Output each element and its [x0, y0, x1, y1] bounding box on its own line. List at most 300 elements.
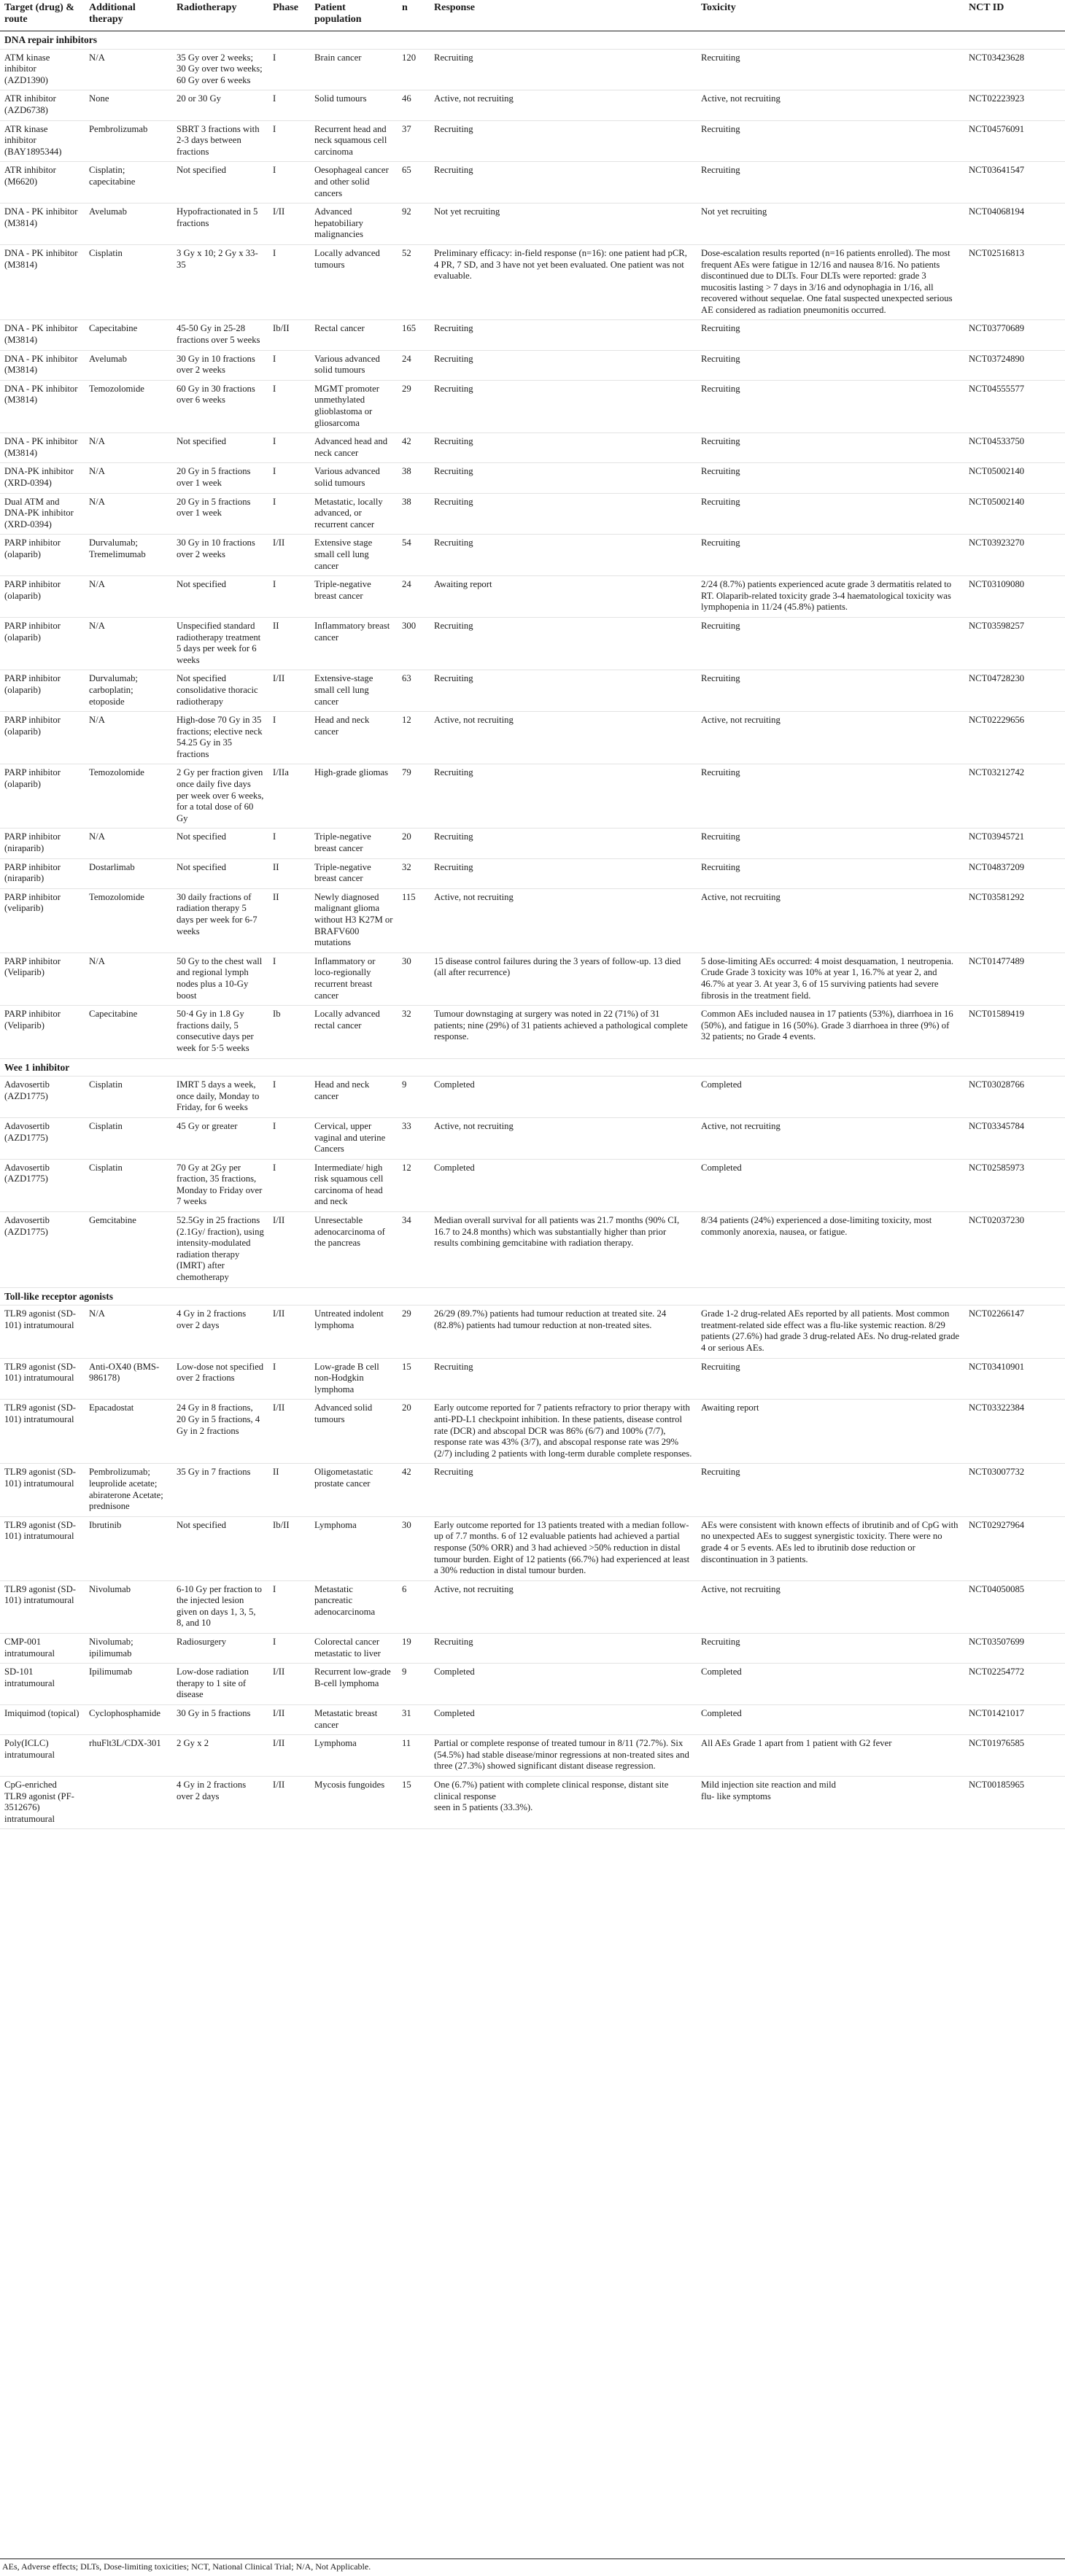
- table-row: [0, 49, 1065, 90]
- cell-target: PARP inhibitor (Veliparib): [0, 1006, 85, 1058]
- cell-patient-population: Cervical, upper vaginal and uterine Cancers: [310, 1117, 398, 1159]
- table-row: [0, 953, 1065, 1005]
- cell-target: DNA - PK inhibitor (M3814): [0, 244, 85, 320]
- cell-toxicity: Common AEs included nausea in 17 patients (53%), diarrhoea in 16 (50%), and fatigue in 16 (50%). Grade 3 diarrhoea in three (9%) of 32 patients; no Grade 4 events.: [697, 1006, 964, 1058]
- section-header-row: [0, 1287, 1065, 1306]
- cell-phase: I/IIa: [268, 764, 310, 829]
- cell-nct-id: NCT01477489: [964, 953, 1065, 1005]
- cell-n: 38: [398, 493, 430, 535]
- cell-radiotherapy: 2 Gy x 2: [172, 1735, 268, 1777]
- cell-toxicity: Recruiting: [697, 120, 964, 162]
- cell-phase: I/II: [268, 1777, 310, 1829]
- cell-radiotherapy: 20 Gy in 5 fractions over 1 week: [172, 493, 268, 535]
- cell-toxicity: Recruiting: [697, 1358, 964, 1400]
- cell-radiotherapy: 2 Gy per fraction given once daily five days per week over 6 weeks, for a total dose of 60 Gy: [172, 764, 268, 829]
- cell-n: 165: [398, 320, 430, 350]
- cell-n: 24: [398, 350, 430, 380]
- cell-additional-therapy: Ipilimumab: [85, 1664, 172, 1705]
- cell-additional-therapy: Avelumab: [85, 350, 172, 380]
- cell-additional-therapy: N/A: [85, 576, 172, 618]
- cell-additional-therapy: Ibrutinib: [85, 1516, 172, 1580]
- cell-n: 52: [398, 244, 430, 320]
- cell-patient-population: Colorectal cancer metastatic to liver: [310, 1634, 398, 1664]
- cell-response: Active, not recruiting: [430, 90, 697, 120]
- cell-nct-id: NCT03007732: [964, 1464, 1065, 1516]
- cell-n: 33: [398, 1117, 430, 1159]
- cell-nct-id: NCT04728230: [964, 670, 1065, 712]
- cell-target: SD-101 intratumoural: [0, 1664, 85, 1705]
- cell-toxicity: Active, not recruiting: [697, 1117, 964, 1159]
- cell-response: Awaiting report: [430, 576, 697, 618]
- cell-radiotherapy: Not specified consolidative thoracic radiotherapy: [172, 670, 268, 712]
- table-row: [0, 1464, 1065, 1516]
- table-row: [0, 1735, 1065, 1777]
- cell-phase: I: [268, 49, 310, 90]
- cell-additional-therapy: N/A: [85, 829, 172, 858]
- cell-patient-population: Advanced hepatobiliary malignancies: [310, 203, 398, 245]
- cell-n: 32: [398, 1006, 430, 1058]
- cell-n: 46: [398, 90, 430, 120]
- cell-additional-therapy: N/A: [85, 953, 172, 1005]
- cell-target: DNA - PK inhibitor (M3814): [0, 320, 85, 350]
- cell-patient-population: Extensive-stage small cell lung cancer: [310, 670, 398, 712]
- cell-radiotherapy: High-dose 70 Gy in 35 fractions; elective neck 54.25 Gy in 35 fractions: [172, 712, 268, 764]
- cell-toxicity: Awaiting report: [697, 1400, 964, 1464]
- cell-response: Active, not recruiting: [430, 1117, 697, 1159]
- cell-response: Recruiting: [430, 433, 697, 463]
- cell-target: Adavosertib (AZD1775): [0, 1159, 85, 1211]
- cell-phase: I: [268, 493, 310, 535]
- cell-nct-id: NCT02927964: [964, 1516, 1065, 1580]
- cell-patient-population: Triple-negative breast cancer: [310, 576, 398, 618]
- cell-response: Completed: [430, 1664, 697, 1705]
- table-row: [0, 858, 1065, 888]
- cell-nct-id: NCT02516813: [964, 244, 1065, 320]
- cell-additional-therapy: None: [85, 90, 172, 120]
- cell-response: Recruiting: [430, 320, 697, 350]
- cell-toxicity: Mild injection site reaction and mild flu- like symptoms: [697, 1777, 964, 1829]
- cell-n: 42: [398, 433, 430, 463]
- section-title: Toll-like receptor agonists: [0, 1287, 1065, 1306]
- cell-radiotherapy: 4 Gy in 2 fractions over 2 days: [172, 1777, 268, 1829]
- cell-response: Completed: [430, 1159, 697, 1211]
- cell-n: 6: [398, 1580, 430, 1633]
- cell-nct-id: NCT04050085: [964, 1580, 1065, 1633]
- cell-radiotherapy: Not specified: [172, 162, 268, 203]
- table-row: [0, 1212, 1065, 1288]
- cell-patient-population: Various advanced solid tumours: [310, 463, 398, 493]
- cell-patient-population: Untreated indolent lymphoma: [310, 1306, 398, 1358]
- table-row: [0, 617, 1065, 670]
- cell-additional-therapy: N/A: [85, 49, 172, 90]
- cell-n: 9: [398, 1076, 430, 1118]
- cell-nct-id: NCT03109080: [964, 576, 1065, 618]
- cell-radiotherapy: 35 Gy in 7 fractions: [172, 1464, 268, 1516]
- cell-target: TLR9 agonist (SD-101) intratumoural: [0, 1358, 85, 1400]
- table-footnote: AEs, Adverse effects; DLTs, Dose-limiting toxicities; NCT, National Clinical Trial; N/A, Not Applicable.: [0, 2558, 1065, 2574]
- section-header-row: [0, 1058, 1065, 1076]
- cell-response: Median overall survival for all patients was 21.7 months (90% CI, 16.7 to 24.8 months) which was substantially higher than prior results combining gemcitabine with radiation therapy.: [430, 1212, 697, 1288]
- cell-n: 54: [398, 535, 430, 576]
- cell-phase: I: [268, 433, 310, 463]
- cell-n: 65: [398, 162, 430, 203]
- cell-n: 30: [398, 1516, 430, 1580]
- cell-patient-population: Advanced head and neck cancer: [310, 433, 398, 463]
- cell-patient-population: Oesophageal cancer and other solid cancers: [310, 162, 398, 203]
- cell-patient-population: MGMT promoter unmethylated glioblastoma or gliosarcoma: [310, 380, 398, 432]
- cell-radiotherapy: 50 Gy to the chest wall and regional lymph nodes plus a 10-Gy boost: [172, 953, 268, 1005]
- cell-target: Poly(ICLC) intratumoural: [0, 1735, 85, 1777]
- section-header-row: [0, 31, 1065, 50]
- cell-patient-population: Locally advanced tumours: [310, 244, 398, 320]
- cell-target: PARP inhibitor (olaparib): [0, 576, 85, 618]
- table-row: [0, 888, 1065, 953]
- cell-nct-id: NCT03028766: [964, 1076, 1065, 1118]
- cell-toxicity: Recruiting: [697, 617, 964, 670]
- cell-response: Early outcome reported for 13 patients treated with a median follow-up of 7.7 months. 6 of 12 evaluable patients had achieved a partial response (50% ORR) and 3 had achieved >50% reduction in distal tumour burden. Eight of 12 patients (66.7%) had experienced at least a 30% reduction in distal tumour burden.: [430, 1516, 697, 1580]
- cell-response: Active, not recruiting: [430, 1580, 697, 1633]
- cell-radiotherapy: 4 Gy in 2 fractions over 2 days: [172, 1306, 268, 1358]
- cell-additional-therapy: Cisplatin; capecitabine: [85, 162, 172, 203]
- cell-additional-therapy: Nivolumab: [85, 1580, 172, 1633]
- cell-patient-population: Lymphoma: [310, 1735, 398, 1777]
- table-row: [0, 433, 1065, 463]
- cell-phase: II: [268, 617, 310, 670]
- cell-toxicity: Recruiting: [697, 463, 964, 493]
- cell-target: TLR9 agonist (SD-101) intratumoural: [0, 1306, 85, 1358]
- cell-target: DNA - PK inhibitor (M3814): [0, 433, 85, 463]
- cell-target: PARP inhibitor (olaparib): [0, 617, 85, 670]
- cell-additional-therapy: N/A: [85, 1306, 172, 1358]
- cell-radiotherapy: Low-dose not specified over 2 fractions: [172, 1358, 268, 1400]
- cell-nct-id: NCT00185965: [964, 1777, 1065, 1829]
- cell-n: 29: [398, 1306, 430, 1358]
- cell-additional-therapy: rhuFlt3L/CDX-301: [85, 1735, 172, 1777]
- table-row: [0, 1580, 1065, 1633]
- cell-nct-id: NCT02223923: [964, 90, 1065, 120]
- cell-phase: I/II: [268, 1400, 310, 1464]
- cell-radiotherapy: SBRT 3 fractions with 2-3 days between fractions: [172, 120, 268, 162]
- cell-toxicity: Grade 1-2 drug-related AEs reported by all patients. Most common treatment-related side effect was a flu-like systemic reaction. 8/29 patients (27.6%) had grade 3 drug-related AEs. No drug-related grade 4 or serious AEs.: [697, 1306, 964, 1358]
- cell-target: Dual ATM and DNA-PK inhibitor (XRD-0394): [0, 493, 85, 535]
- cell-radiotherapy: 52.5Gy in 25 fractions (2.1Gy/ fraction), using intensity-modulated radiation therapy (IMRT) after chemotherapy: [172, 1212, 268, 1288]
- section-title: DNA repair inhibitors: [0, 31, 1065, 50]
- cell-nct-id: NCT03641547: [964, 162, 1065, 203]
- cell-target: DNA-PK inhibitor (XRD-0394): [0, 463, 85, 493]
- cell-target: PARP inhibitor (veliparib): [0, 888, 85, 953]
- cell-additional-therapy: Dostarlimab: [85, 858, 172, 888]
- header-target: Target (drug) & route: [0, 0, 85, 31]
- cell-nct-id: NCT03345784: [964, 1117, 1065, 1159]
- cell-additional-therapy: Capecitabine: [85, 1006, 172, 1058]
- header-nct-id: NCT ID: [964, 0, 1065, 31]
- cell-phase: II: [268, 1464, 310, 1516]
- cell-additional-therapy: Pembrolizumab; leuprolide acetate; abiraterone Acetate; prednisone: [85, 1464, 172, 1516]
- cell-patient-population: Metastatic pancreatic adenocarcinoma: [310, 1580, 398, 1633]
- cell-radiotherapy: 30 Gy in 10 fractions over 2 weeks: [172, 350, 268, 380]
- table-row: [0, 1634, 1065, 1664]
- cell-radiotherapy: Not specified: [172, 433, 268, 463]
- cell-additional-therapy: Temozolomide: [85, 764, 172, 829]
- cell-additional-therapy: Gemcitabine: [85, 1212, 172, 1288]
- cell-response: Recruiting: [430, 829, 697, 858]
- cell-target: PARP inhibitor (olaparib): [0, 712, 85, 764]
- cell-phase: I/II: [268, 1664, 310, 1705]
- cell-response: One (6.7%) patient with complete clinical response, distant site clinical response seen in 5 patients (33.3%).: [430, 1777, 697, 1829]
- cell-response: Recruiting: [430, 764, 697, 829]
- cell-patient-population: Solid tumours: [310, 90, 398, 120]
- cell-additional-therapy: N/A: [85, 433, 172, 463]
- cell-response: Recruiting: [430, 120, 697, 162]
- cell-n: 9: [398, 1664, 430, 1705]
- cell-additional-therapy: Durvalumab; carboplatin; etoposide: [85, 670, 172, 712]
- cell-target: Adavosertib (AZD1775): [0, 1117, 85, 1159]
- cell-toxicity: AEs were consistent with known effects of ibrutinib and of CpG with no unexpected AEs to suggest synergistic toxicity. There were no grade 4 or 5 events. AEs led to ibrutinib dose reduction or discontinuation in 3 patients.: [697, 1516, 964, 1580]
- cell-additional-therapy: Epacadostat: [85, 1400, 172, 1464]
- cell-patient-population: Various advanced solid tumours: [310, 350, 398, 380]
- table-row: [0, 535, 1065, 576]
- cell-additional-therapy: Capecitabine: [85, 320, 172, 350]
- cell-patient-population: Unresectable adenocarcinoma of the pancreas: [310, 1212, 398, 1288]
- cell-phase: I: [268, 1159, 310, 1211]
- cell-toxicity: Recruiting: [697, 350, 964, 380]
- cell-phase: Ib: [268, 1006, 310, 1058]
- table-row: [0, 576, 1065, 618]
- cell-additional-therapy: Cisplatin: [85, 1076, 172, 1118]
- cell-radiotherapy: Not specified: [172, 858, 268, 888]
- cell-toxicity: Recruiting: [697, 49, 964, 90]
- cell-toxicity: Recruiting: [697, 764, 964, 829]
- cell-nct-id: NCT03724890: [964, 350, 1065, 380]
- cell-nct-id: NCT05002140: [964, 493, 1065, 535]
- cell-additional-therapy: Anti-OX40 (BMS-986178): [85, 1358, 172, 1400]
- cell-n: 37: [398, 120, 430, 162]
- cell-patient-population: Inflammatory breast cancer: [310, 617, 398, 670]
- cell-nct-id: NCT02266147: [964, 1306, 1065, 1358]
- cell-n: 31: [398, 1705, 430, 1735]
- cell-n: 19: [398, 1634, 430, 1664]
- cell-n: 12: [398, 1159, 430, 1211]
- cell-n: 12: [398, 712, 430, 764]
- cell-additional-therapy: Cisplatin: [85, 244, 172, 320]
- cell-patient-population: Head and neck cancer: [310, 712, 398, 764]
- cell-radiotherapy: Hypofractionated in 5 fractions: [172, 203, 268, 245]
- cell-phase: I: [268, 1117, 310, 1159]
- cell-response: Early outcome reported for 7 patients refractory to prior therapy with anti-PD-L1 checkpoint inhibition. In these patients, disease control rate (DCR) and abscopal DCR was 86% (6/7) and 100% (7/7), response rate was 43% (3/7), and abscopal response rate was 29% (2/7) including 2 patients with long-term durable complete responses.: [430, 1400, 697, 1464]
- cell-toxicity: 8/34 patients (24%) experienced a dose-limiting toxicity, most commonly anorexia, nausea, or fatigue.: [697, 1212, 964, 1288]
- cell-radiotherapy: 35 Gy over 2 weeks; 30 Gy over two weeks; 60 Gy over 6 weeks: [172, 49, 268, 90]
- cell-patient-population: Metastatic, locally advanced, or recurrent cancer: [310, 493, 398, 535]
- cell-response: Recruiting: [430, 1358, 697, 1400]
- cell-target: ATR inhibitor (AZD6738): [0, 90, 85, 120]
- table-row: [0, 350, 1065, 380]
- cell-patient-population: Oligometastatic prostate cancer: [310, 1464, 398, 1516]
- cell-phase: I: [268, 162, 310, 203]
- cell-phase: I/II: [268, 1705, 310, 1735]
- cell-n: 15: [398, 1777, 430, 1829]
- cell-toxicity: Completed: [697, 1159, 964, 1211]
- cell-radiotherapy: 24 Gy in 8 fractions, 20 Gy in 5 fractions, 4 Gy in 2 fractions: [172, 1400, 268, 1464]
- cell-phase: I: [268, 350, 310, 380]
- cell-response: Recruiting: [430, 380, 697, 432]
- cell-patient-population: Inflammatory or loco-regionally recurrent breast cancer: [310, 953, 398, 1005]
- cell-n: 29: [398, 380, 430, 432]
- cell-target: PARP inhibitor (niraparib): [0, 829, 85, 858]
- cell-response: 15 disease control failures during the 3 years of follow-up. 13 died (all after recurrence): [430, 953, 697, 1005]
- cell-toxicity: Active, not recruiting: [697, 1580, 964, 1633]
- cell-n: 79: [398, 764, 430, 829]
- cell-response: Recruiting: [430, 670, 697, 712]
- cell-toxicity: Not yet recruiting: [697, 203, 964, 245]
- cell-phase: I/II: [268, 670, 310, 712]
- cell-toxicity: Completed: [697, 1705, 964, 1735]
- cell-additional-therapy: N/A: [85, 493, 172, 535]
- cell-response: Active, not recruiting: [430, 888, 697, 953]
- cell-n: 20: [398, 829, 430, 858]
- table-row: [0, 1664, 1065, 1705]
- cell-n: 20: [398, 1400, 430, 1464]
- cell-response: Recruiting: [430, 535, 697, 576]
- cell-patient-population: Triple-negative breast cancer: [310, 829, 398, 858]
- cell-radiotherapy: 30 daily fractions of radiation therapy 5 days per week for 6-7 weeks: [172, 888, 268, 953]
- cell-radiotherapy: 50·4 Gy in 1.8 Gy fractions daily, 5 consecutive days per week for 5·5 weeks: [172, 1006, 268, 1058]
- cell-nct-id: NCT04576091: [964, 120, 1065, 162]
- cell-nct-id: NCT03581292: [964, 888, 1065, 953]
- cell-target: Adavosertib (AZD1775): [0, 1212, 85, 1288]
- cell-nct-id: NCT02037230: [964, 1212, 1065, 1288]
- cell-phase: I: [268, 90, 310, 120]
- table-body: [0, 31, 1065, 1829]
- table-row: [0, 829, 1065, 858]
- cell-response: Partial or complete response of treated tumour in 8/11 (72.7%). Six (54.5%) had stable disease/minor regressions at non-treated sites and three (27.3%) showed significant distant disease regression.: [430, 1735, 697, 1777]
- cell-radiotherapy: Not specified: [172, 576, 268, 618]
- cell-nct-id: NCT04068194: [964, 203, 1065, 245]
- table-row: [0, 90, 1065, 120]
- cell-radiotherapy: 45-50 Gy in 25-28 fractions over 5 weeks: [172, 320, 268, 350]
- table-row: [0, 380, 1065, 432]
- cell-response: Recruiting: [430, 1464, 697, 1516]
- cell-toxicity: 2/24 (8.7%) patients experienced acute grade 3 dermatitis related to RT. Olaparib-related toxicity grade 3-4 haematological toxicity was lymphopenia in 11/24 (45.8%) patients.: [697, 576, 964, 618]
- table-row: [0, 203, 1065, 245]
- cell-patient-population: Newly diagnosed malignant glioma without H3 K27M or BRAFV600 mutations: [310, 888, 398, 953]
- cell-nct-id: NCT01976585: [964, 1735, 1065, 1777]
- cell-response: Recruiting: [430, 617, 697, 670]
- cell-additional-therapy: N/A: [85, 463, 172, 493]
- cell-radiotherapy: 20 or 30 Gy: [172, 90, 268, 120]
- cell-nct-id: NCT03923270: [964, 535, 1065, 576]
- cell-response: Active, not recruiting: [430, 712, 697, 764]
- cell-toxicity: Active, not recruiting: [697, 90, 964, 120]
- cell-n: 11: [398, 1735, 430, 1777]
- cell-radiotherapy: Radiosurgery: [172, 1634, 268, 1664]
- cell-additional-therapy: Durvalumab; Tremelimumab: [85, 535, 172, 576]
- cell-toxicity: 5 dose-limiting AEs occurred: 4 moist desquamation, 1 neutropenia. Crude Grade 3 toxicity was 10% at year 1, 16.7% at year 2, and 46.7% at year 3. At year 3, 6 of 15 surviving patients had severe fibrosis in the treatment field.: [697, 953, 964, 1005]
- table-row: [0, 1705, 1065, 1735]
- cell-phase: I/II: [268, 1306, 310, 1358]
- cell-n: 30: [398, 953, 430, 1005]
- cell-additional-therapy: Pembrolizumab: [85, 120, 172, 162]
- table-row: [0, 162, 1065, 203]
- cell-response: Recruiting: [430, 162, 697, 203]
- cell-toxicity: Recruiting: [697, 1464, 964, 1516]
- cell-nct-id: NCT03507699: [964, 1634, 1065, 1664]
- cell-target: Adavosertib (AZD1775): [0, 1076, 85, 1118]
- table-row: [0, 320, 1065, 350]
- cell-patient-population: Metastatic breast cancer: [310, 1705, 398, 1735]
- cell-target: PARP inhibitor (olaparib): [0, 535, 85, 576]
- cell-n: 63: [398, 670, 430, 712]
- cell-additional-therapy: Cisplatin: [85, 1159, 172, 1211]
- header-toxicity: Toxicity: [697, 0, 964, 31]
- cell-patient-population: Advanced solid tumours: [310, 1400, 398, 1464]
- table-row: [0, 670, 1065, 712]
- cell-n: 24: [398, 576, 430, 618]
- cell-phase: II: [268, 858, 310, 888]
- cell-additional-therapy: [85, 1777, 172, 1829]
- cell-radiotherapy: 30 Gy in 5 fractions: [172, 1705, 268, 1735]
- table-row: [0, 1777, 1065, 1829]
- cell-radiotherapy: 20 Gy in 5 fractions over 1 week: [172, 463, 268, 493]
- cell-nct-id: NCT03423628: [964, 49, 1065, 90]
- cell-patient-population: Locally advanced rectal cancer: [310, 1006, 398, 1058]
- cell-toxicity: Dose-escalation results reported (n=16 patients enrolled). The most frequent AEs were fatigue in 12/16 and nausea 8/16. No patients discontinued due to DLTs. Four DLTs were reported: grade 3 mucositis lasting > 7 days in 3/16 and odynophagia in 1/16, all recovered without sequelae. One fatal suspected unexpected serious AE considered as radiation pneumonitis occurred.: [697, 244, 964, 320]
- table-row: [0, 1076, 1065, 1118]
- cell-phase: Ib/II: [268, 320, 310, 350]
- table-row: [0, 764, 1065, 829]
- cell-phase: I: [268, 380, 310, 432]
- cell-radiotherapy: 60 Gy in 30 fractions over 6 weeks: [172, 380, 268, 432]
- table-row: [0, 1159, 1065, 1211]
- cell-target: TLR9 agonist (SD-101) intratumoural: [0, 1400, 85, 1464]
- cell-target: PARP inhibitor (Veliparib): [0, 953, 85, 1005]
- cell-phase: I: [268, 244, 310, 320]
- cell-target: PARP inhibitor (niraparib): [0, 858, 85, 888]
- cell-phase: I: [268, 712, 310, 764]
- cell-additional-therapy: Temozolomide: [85, 888, 172, 953]
- cell-n: 34: [398, 1212, 430, 1288]
- cell-response: Preliminary efficacy: in-field response (n=16): one patient had pCR, 4 PR, 7 SD, and 3 have not yet been evaluated. One patient was not evaluable.: [430, 244, 697, 320]
- cell-phase: I: [268, 1634, 310, 1664]
- table-row: [0, 712, 1065, 764]
- cell-patient-population: Lymphoma: [310, 1516, 398, 1580]
- cell-phase: II: [268, 888, 310, 953]
- cell-nct-id: NCT01589419: [964, 1006, 1065, 1058]
- cell-toxicity: Active, not recruiting: [697, 888, 964, 953]
- cell-radiotherapy: 3 Gy x 10; 2 Gy x 33-35: [172, 244, 268, 320]
- cell-n: 42: [398, 1464, 430, 1516]
- cell-nct-id: NCT03212742: [964, 764, 1065, 829]
- table-row: [0, 1006, 1065, 1058]
- cell-phase: I: [268, 953, 310, 1005]
- header-additional-therapy: Additional therapy: [85, 0, 172, 31]
- cell-patient-population: Triple-negative breast cancer: [310, 858, 398, 888]
- cell-phase: I/II: [268, 535, 310, 576]
- cell-additional-therapy: Avelumab: [85, 203, 172, 245]
- header-patient-population: Patient population: [310, 0, 398, 31]
- cell-toxicity: Completed: [697, 1664, 964, 1705]
- cell-response: Completed: [430, 1076, 697, 1118]
- cell-nct-id: NCT03410901: [964, 1358, 1065, 1400]
- cell-target: CpG-enriched TLR9 agonist (PF-3512676) intratumoural: [0, 1777, 85, 1829]
- cell-additional-therapy: Cyclophosphamide: [85, 1705, 172, 1735]
- cell-nct-id: NCT02229656: [964, 712, 1065, 764]
- cell-target: ATR kinase inhibitor (BAY1895344): [0, 120, 85, 162]
- table-header-row: [0, 0, 1065, 31]
- cell-radiotherapy: Not specified: [172, 1516, 268, 1580]
- cell-response: Recruiting: [430, 1634, 697, 1664]
- cell-toxicity: Completed: [697, 1076, 964, 1118]
- cell-phase: I/II: [268, 203, 310, 245]
